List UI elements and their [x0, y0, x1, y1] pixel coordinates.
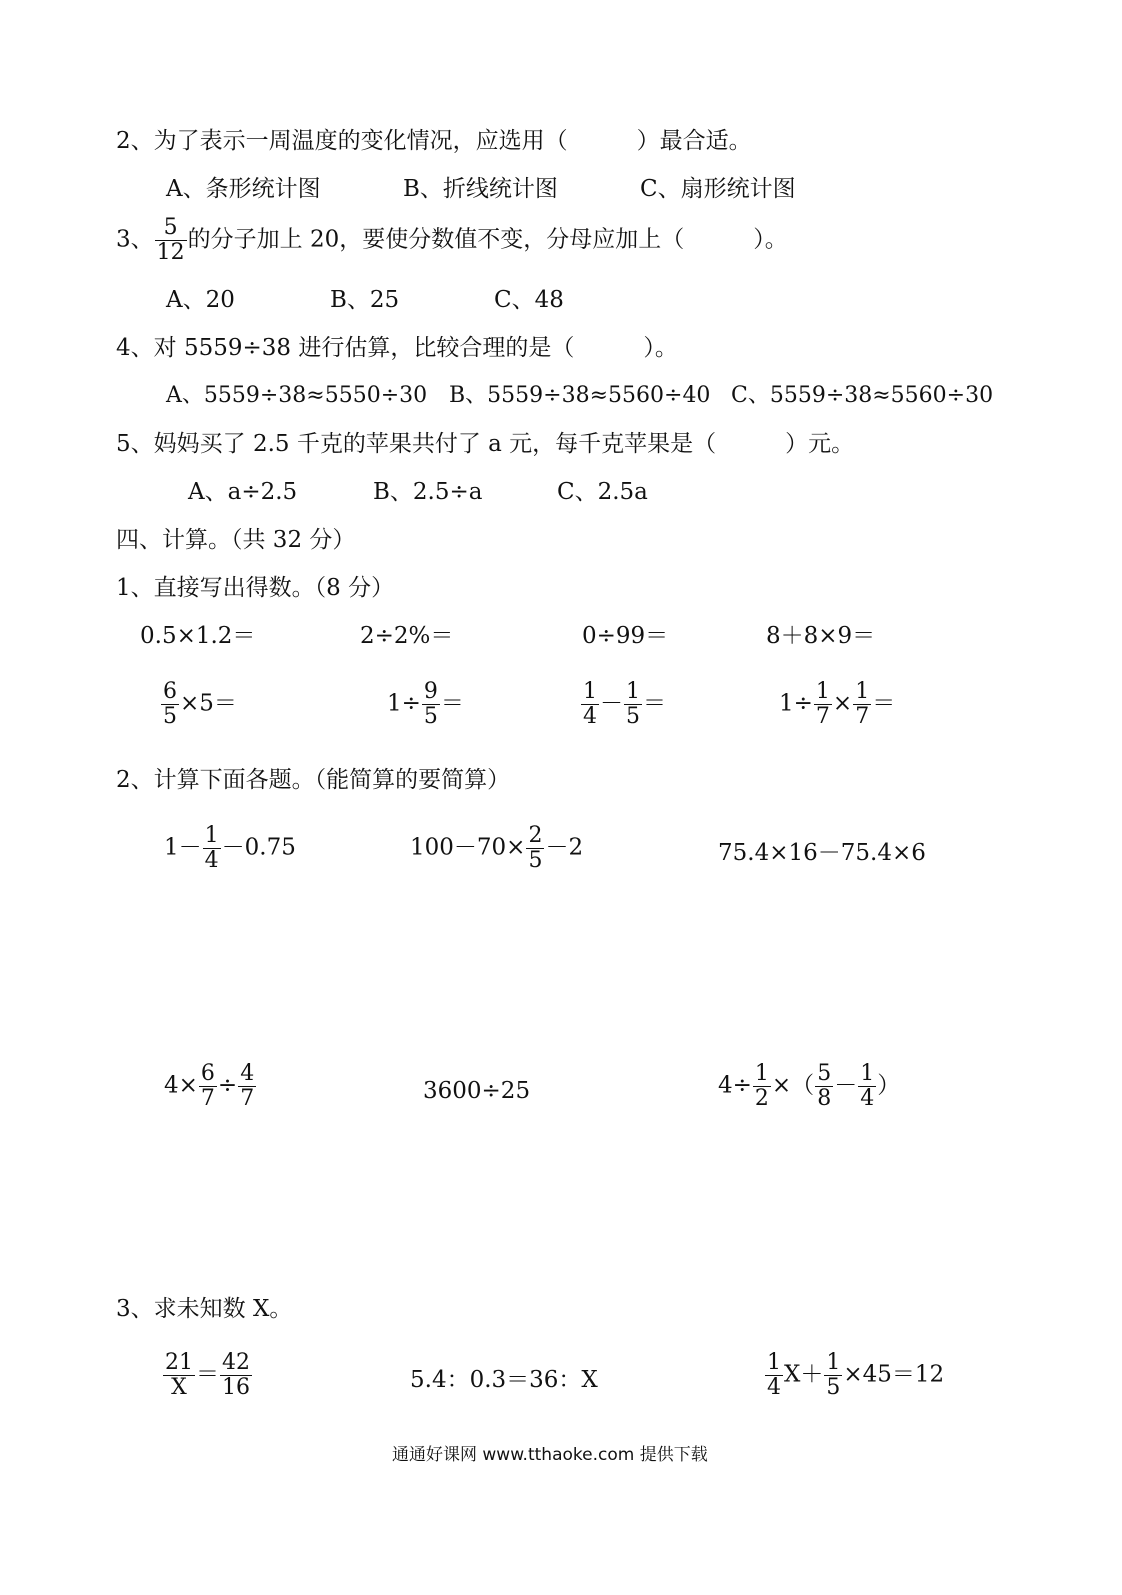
fraction-numerator: 1 — [626, 679, 640, 704]
part-3-title: 3、求未知数 X。 — [116, 1296, 293, 1322]
oral-calc-6 — [387, 680, 464, 729]
question-3-fraction — [155, 216, 187, 265]
fraction — [163, 1351, 195, 1400]
fraction-denominator: 4 — [583, 704, 597, 729]
fraction — [858, 1062, 876, 1111]
expression-text: X＋ — [784, 1361, 824, 1388]
question-3-option-b: B、25 — [330, 287, 400, 313]
oral-calc-1: 0.5×1.2＝ — [140, 623, 256, 649]
equation-2: 5.4：0.3＝36：X — [410, 1367, 598, 1393]
expression-text: 1÷ — [779, 690, 813, 717]
fraction-denominator: 5 — [626, 704, 640, 729]
fraction — [753, 1062, 771, 1111]
oral-calc-7 — [580, 680, 666, 729]
fraction-denominator: 8 — [817, 1086, 832, 1111]
fraction-numerator: 5 — [155, 216, 187, 241]
fraction-numerator: 5 — [817, 1061, 832, 1086]
fraction-numerator: 1 — [754, 1061, 769, 1086]
fraction-numerator: 2 — [528, 823, 543, 848]
question-3-number: 3、 — [116, 226, 154, 253]
fraction-denominator: 7 — [855, 704, 870, 729]
fraction-numerator: 1 — [767, 1350, 781, 1375]
question-4-option-c: C、5559÷38≈5560÷30 — [731, 383, 994, 408]
oral-calc-4: 8＋8×9＝ — [766, 623, 876, 649]
fraction — [624, 680, 642, 729]
question-4-option-a: A、5559÷38≈5550÷30 — [166, 383, 428, 408]
fraction-numerator: 42 — [222, 1350, 250, 1375]
expression-text: ＝ — [872, 690, 896, 717]
fraction-denominator: 5 — [826, 1375, 841, 1400]
question-4-stem: 4、对 5559÷38 进行估算，比较合理的是（ ）。 — [116, 335, 678, 361]
part-1-title: 1、直接写出得数。（8 分） — [116, 575, 395, 601]
expression-text: －2 — [545, 834, 584, 861]
question-2-option-c: C、扇形统计图 — [640, 176, 796, 202]
expression-text: －0.75 — [221, 834, 296, 861]
operator: ÷ — [217, 1072, 238, 1099]
fraction — [581, 680, 599, 729]
question-3-stem — [116, 216, 788, 265]
calc-problem-2 — [410, 824, 583, 873]
fraction-numerator: 1 — [860, 1061, 875, 1086]
fraction — [815, 1062, 833, 1111]
fraction-numerator: 1 — [583, 679, 597, 704]
expression-text: 4× — [164, 1072, 198, 1099]
fraction-numerator: 1 — [855, 679, 870, 704]
calc-problem-5: 3600÷25 — [423, 1078, 531, 1104]
fraction-denominator: 16 — [222, 1375, 250, 1400]
operator: － — [834, 1072, 858, 1099]
fraction — [422, 680, 440, 729]
fraction — [199, 1062, 217, 1111]
question-3-option-c: C、48 — [494, 287, 564, 313]
calc-problem-3: 75.4×16－75.4×6 — [718, 840, 926, 866]
fraction-numerator: 9 — [423, 679, 438, 704]
fraction-denominator: 4 — [860, 1086, 875, 1111]
fraction-numerator: 6 — [163, 679, 177, 704]
fraction — [853, 680, 871, 729]
fraction-denominator: 5 — [423, 704, 438, 729]
section-4-title: 四、计算。（共 32 分） — [116, 527, 356, 553]
fraction-numerator: 21 — [165, 1350, 193, 1375]
fraction-denominator: 7 — [240, 1086, 255, 1111]
fraction-denominator: 7 — [200, 1086, 215, 1111]
fraction-denominator: 4 — [767, 1375, 781, 1400]
operator: ＝ — [196, 1361, 219, 1388]
question-5-stem: 5、妈妈买了 2.5 千克的苹果共付了 a 元，每千克苹果是（ ）元。 — [116, 431, 855, 457]
question-3-stem-text: 的分子加上 20，要使分数值不变，分母应加上（ ）。 — [187, 226, 788, 253]
fraction-numerator: 6 — [200, 1061, 215, 1086]
question-2-option-b: B、折线统计图 — [403, 176, 558, 202]
question-5-option-c: C、2.5a — [557, 479, 648, 505]
calc-problem-6 — [718, 1062, 900, 1111]
expression-text: 4÷ — [718, 1072, 752, 1099]
expression-text: 100－70× — [410, 834, 526, 861]
expression-text: 1－ — [164, 834, 202, 861]
expression-text: ×5＝ — [180, 690, 237, 717]
fraction-denominator: 7 — [815, 704, 830, 729]
fraction — [203, 824, 221, 873]
fraction-numerator: 1 — [204, 823, 219, 848]
question-3-option-a: A、20 — [166, 287, 235, 313]
fraction — [220, 1351, 252, 1400]
fraction — [161, 680, 179, 729]
fraction-denominator: 4 — [204, 848, 219, 873]
oral-calc-2: 2÷2%＝ — [360, 623, 454, 649]
oral-calc-3: 0÷99＝ — [582, 623, 669, 649]
expression-text: ） — [877, 1072, 901, 1099]
calc-problem-4 — [164, 1062, 257, 1111]
fraction — [526, 824, 544, 873]
fraction — [814, 680, 832, 729]
fraction — [824, 1351, 842, 1400]
expression-text: ＝ — [643, 690, 666, 717]
expression-text: 1÷ — [387, 690, 421, 717]
fraction-denominator: 5 — [528, 848, 543, 873]
expression-text: ＝ — [440, 690, 464, 717]
oral-calc-5 — [160, 680, 237, 729]
question-5-option-a: A、a÷2.5 — [188, 479, 298, 505]
equation-1 — [162, 1351, 253, 1400]
oral-calc-8 — [779, 680, 895, 729]
operator: ×（ — [771, 1072, 815, 1099]
question-2-option-a: A、条形统计图 — [166, 176, 321, 202]
fraction — [238, 1062, 256, 1111]
fraction-numerator: 1 — [815, 679, 830, 704]
fraction-denominator: 2 — [754, 1086, 769, 1111]
question-2-stem: 2、为了表示一周温度的变化情况，应选用（ ）最合适。 — [116, 128, 752, 154]
fraction-denominator: 12 — [156, 240, 185, 265]
fraction — [765, 1351, 783, 1400]
expression-text: ×45＝12 — [843, 1361, 945, 1388]
question-4-option-b: B、5559÷38≈5560÷40 — [449, 383, 711, 408]
fraction-denominator: 5 — [163, 704, 177, 729]
footer-source-note: 通通好课网 www.tthaoke.com 提供下载 — [392, 1445, 708, 1465]
fraction-denominator: X — [171, 1375, 187, 1400]
operator: － — [600, 690, 623, 717]
part-2-title: 2、计算下面各题。（能简算的要简算） — [116, 767, 511, 793]
operator: × — [832, 690, 853, 717]
question-5-option-b: B、2.5÷a — [373, 479, 483, 505]
calc-problem-1 — [164, 824, 296, 873]
fraction-numerator: 1 — [826, 1350, 841, 1375]
fraction-numerator: 4 — [240, 1061, 255, 1086]
equation-3 — [764, 1351, 944, 1400]
